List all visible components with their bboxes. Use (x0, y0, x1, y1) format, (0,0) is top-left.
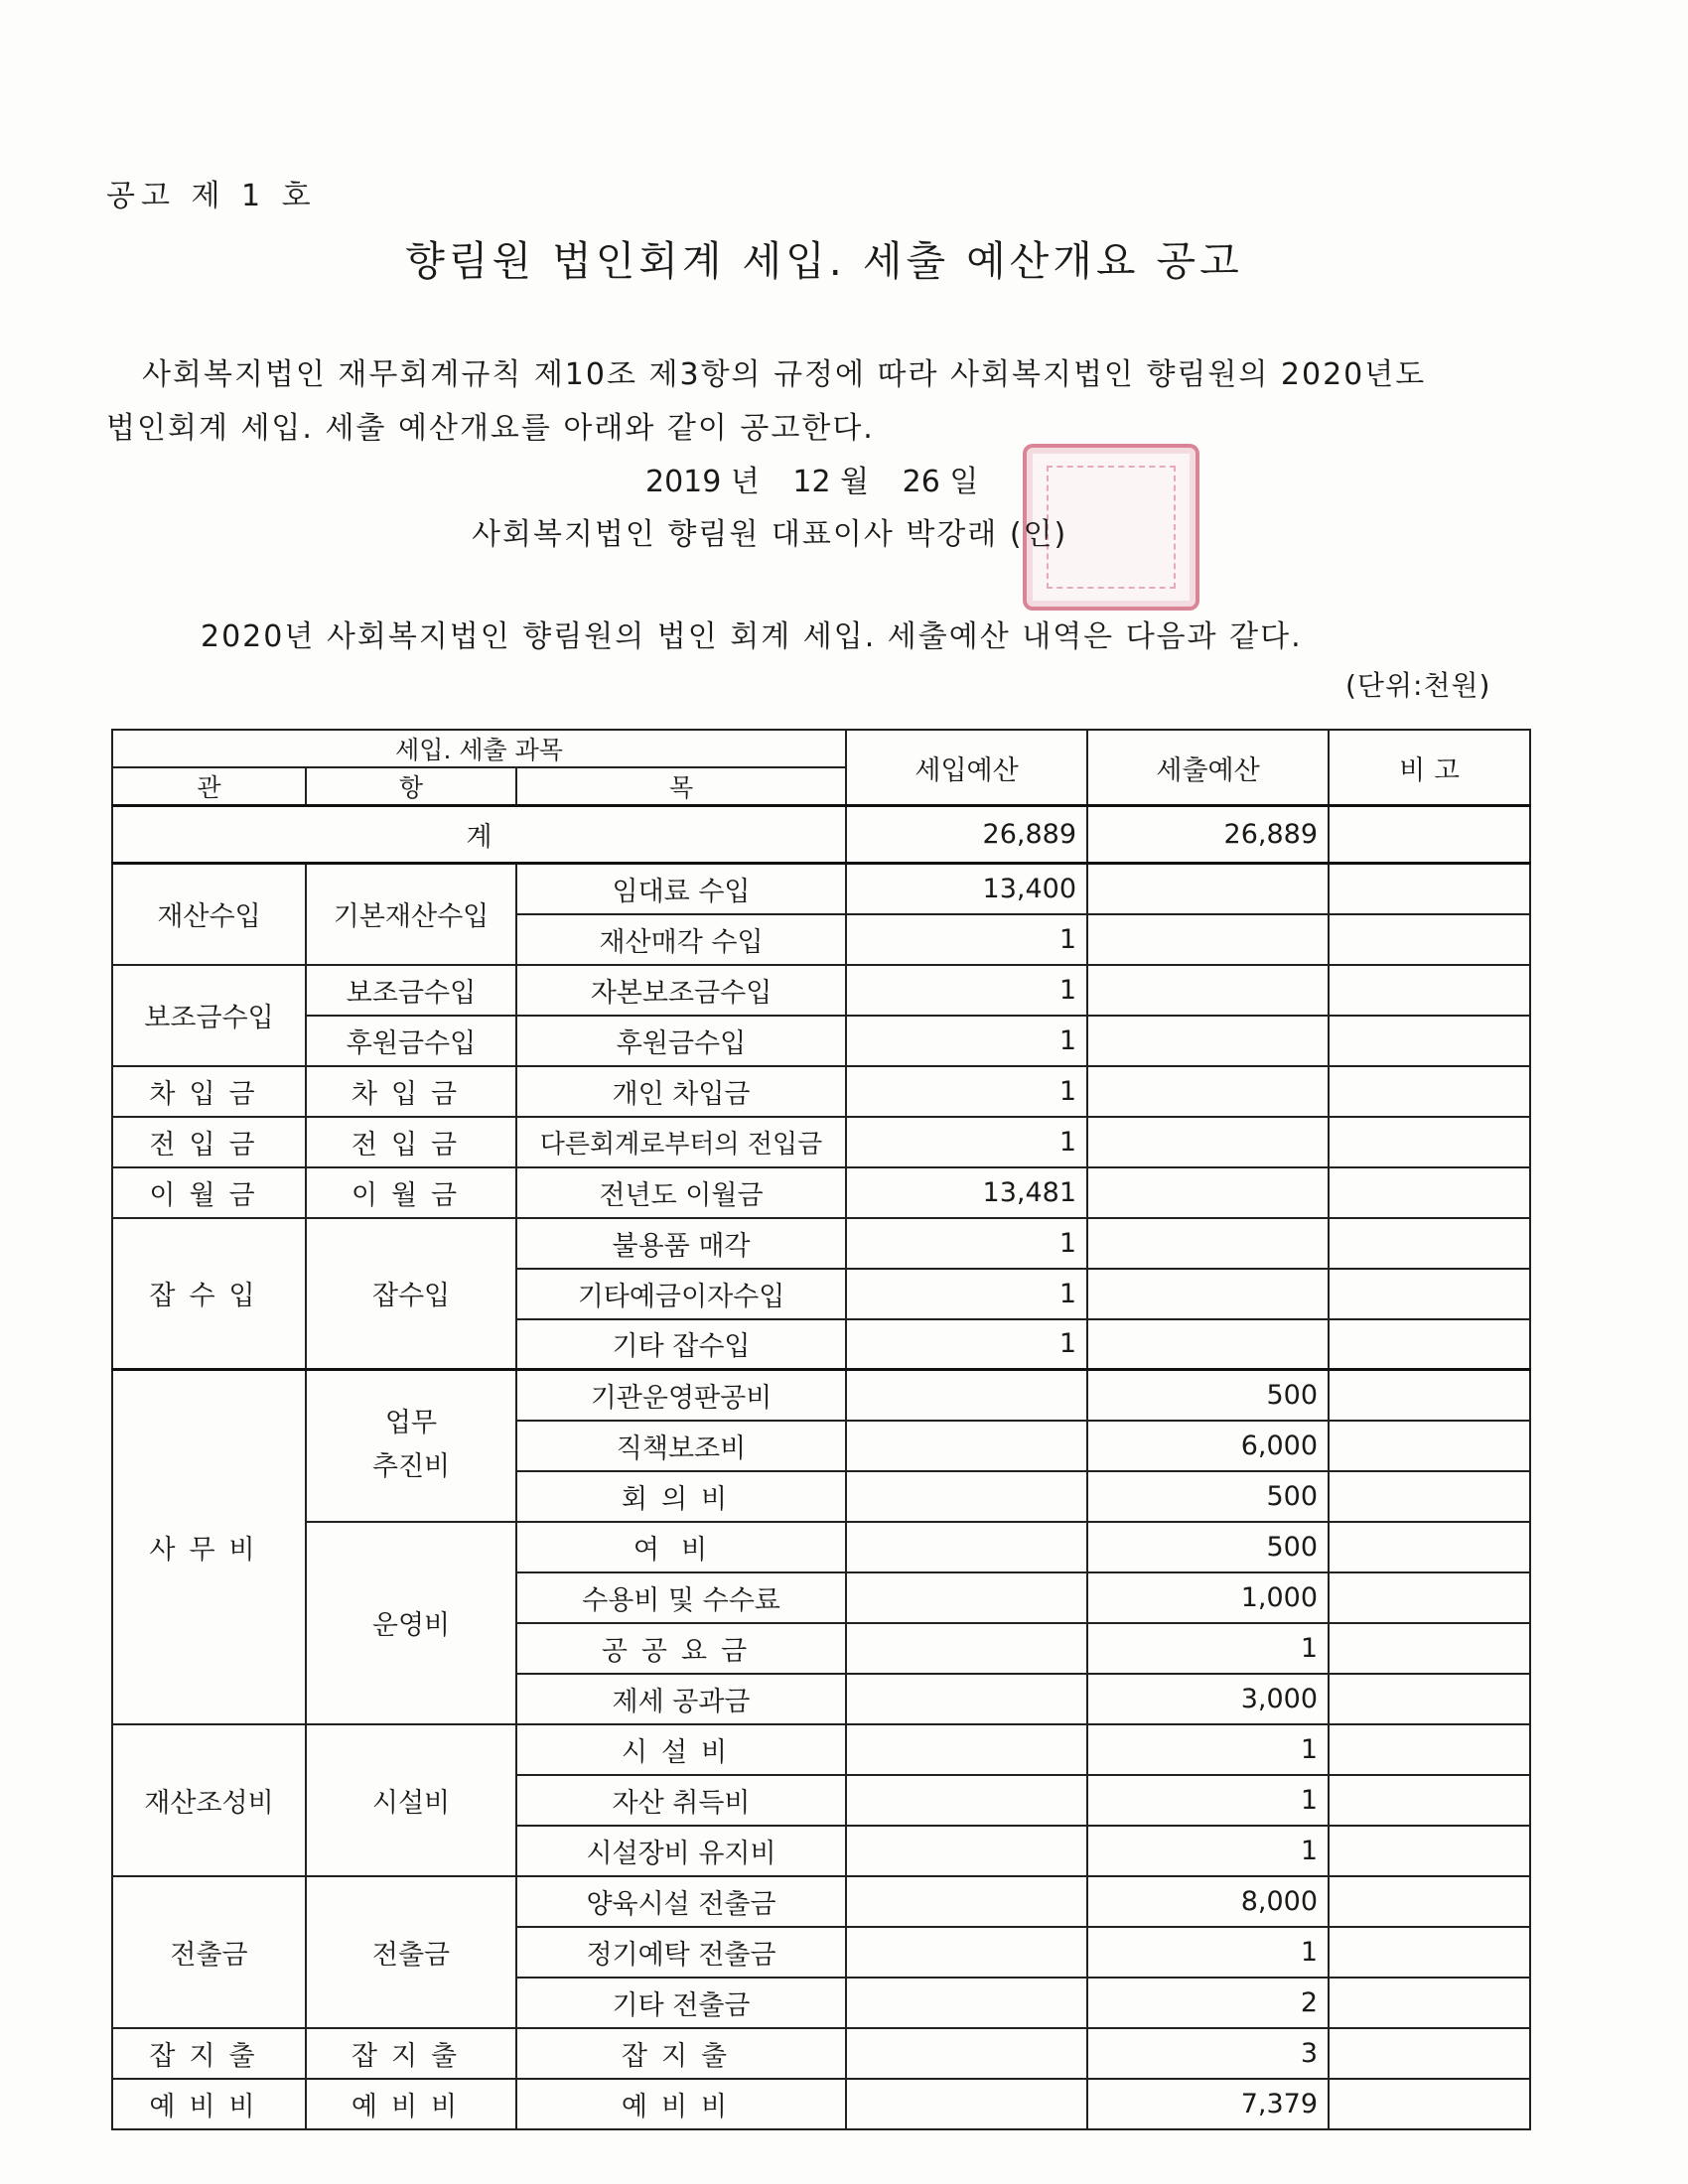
remarks-cell (1329, 1724, 1530, 1775)
header-revenue: 세입예산 (846, 730, 1087, 806)
remarks-cell (1329, 1016, 1530, 1066)
hang-cell: 전입금 (306, 1117, 516, 1167)
revenue-cell: 1 (846, 1016, 1087, 1066)
hang-cell: 예비비 (306, 2079, 516, 2129)
gwan-cell: 잡지출 (112, 2028, 306, 2079)
remarks-cell (1329, 1218, 1530, 1269)
remarks-cell (1329, 1876, 1530, 1927)
mok-cell: 시설장비 유지비 (516, 1826, 846, 1876)
gwan-cell: 전출금 (112, 1876, 306, 2028)
header-mok: 목 (516, 767, 846, 806)
expense-cell (1087, 1066, 1329, 1117)
paragraph-line-2: 법인회계 세입. 세출 예산개요를 아래와 같이 공고한다. (106, 411, 875, 446)
revenue-cell (846, 1572, 1087, 1623)
expense-cell (1087, 1117, 1329, 1167)
hang-cell: 이월금 (306, 1167, 516, 1218)
expense-cell: 8,000 (1087, 1876, 1329, 1927)
signer-line: 사회복지법인 향림원 대표이사 박강래 (인) (472, 517, 1068, 552)
hang-cell: 운영비 (306, 1522, 516, 1724)
expense-cell: 1,000 (1087, 1572, 1329, 1623)
hang-cell: 기본재산수입 (306, 864, 516, 965)
notice-date (645, 457, 1002, 500)
date-day: 26 일 (902, 465, 979, 499)
gwan-cell: 사무비 (112, 1370, 306, 1724)
header-hang: 항 (306, 767, 516, 806)
intro-sentence: 2020년 사회복지법인 향림원의 법인 회계 세입. 세출예산 내역은 다음과 같다. (201, 619, 1303, 654)
hang-cell: 시설비 (306, 1724, 516, 1876)
expense-cell: 6,000 (1087, 1421, 1329, 1471)
remarks-cell (1329, 1826, 1530, 1876)
remarks-cell (1329, 1421, 1530, 1471)
expense-cell: 500 (1087, 1370, 1329, 1421)
revenue-cell: 1 (846, 1269, 1087, 1319)
unit-label: (단위:천원) (1345, 669, 1491, 702)
remarks-cell (1329, 1572, 1530, 1623)
revenue-cell (846, 1674, 1087, 1724)
hang-cell: 전출금 (306, 1876, 516, 2028)
hang-cell: 잡수입 (306, 1218, 516, 1370)
mok-cell: 예비비 (516, 2079, 846, 2129)
remarks-cell (1329, 1269, 1530, 1319)
expense-cell: 1 (1087, 1623, 1329, 1674)
remarks-cell (1329, 1117, 1530, 1167)
date-month: 12 월 (792, 465, 870, 499)
expense-cell (1087, 1319, 1329, 1370)
mok-cell: 다른회계로부터의 전입금 (516, 1117, 846, 1167)
hang-cell: 차입금 (306, 1066, 516, 1117)
revenue-cell (846, 1522, 1087, 1572)
mok-cell: 기타 전출금 (516, 1978, 846, 2028)
revenue-cell (846, 1775, 1087, 1826)
hang-cell: 잡지출 (306, 2028, 516, 2079)
mok-cell: 기타 잡수입 (516, 1319, 846, 1370)
total-label: 계 (112, 806, 846, 864)
hang-cell-line-2: 추진비 (371, 1451, 451, 1483)
expense-cell (1087, 1167, 1329, 1218)
expense-cell: 2 (1087, 1978, 1329, 2028)
expense-cell (1087, 1269, 1329, 1319)
remarks-cell (1329, 2028, 1530, 2079)
revenue-cell (846, 1421, 1087, 1471)
remarks-cell (1329, 1775, 1530, 1826)
mok-cell: 개인 차입금 (516, 1066, 846, 1117)
remarks-cell (1329, 1522, 1530, 1572)
remarks-cell (1329, 1167, 1530, 1218)
notice-number: 공고 제 1 호 (106, 179, 317, 213)
hang-cell: 후원금수입 (306, 1016, 516, 1066)
revenue-cell (846, 2028, 1087, 2079)
remarks-cell (1329, 1674, 1530, 1724)
remarks-cell (1329, 1623, 1530, 1674)
revenue-cell: 13,481 (846, 1167, 1087, 1218)
hang-cell: 보조금수입 (306, 965, 516, 1016)
revenue-cell (846, 2079, 1087, 2129)
revenue-cell: 13,400 (846, 864, 1087, 914)
hang-cell-line-1: 업무 (384, 1408, 438, 1439)
gwan-cell: 잡수입 (112, 1218, 306, 1370)
gwan-cell: 차입금 (112, 1066, 306, 1117)
revenue-cell (846, 1927, 1087, 1978)
gwan-cell: 재산조성비 (112, 1724, 306, 1876)
expense-cell (1087, 965, 1329, 1016)
expense-cell: 500 (1087, 1522, 1329, 1572)
total-remarks (1329, 806, 1530, 864)
gwan-cell: 전입금 (112, 1117, 306, 1167)
mok-cell: 자산 취득비 (516, 1775, 846, 1826)
revenue-cell: 1 (846, 1319, 1087, 1370)
expense-cell: 1 (1087, 1775, 1329, 1826)
revenue-cell (846, 1724, 1087, 1775)
total-expense: 26,889 (1087, 806, 1329, 864)
document-title: 향림원 법인회계 세입. 세출 예산개요 공고 (405, 237, 1243, 285)
hang-cell (306, 1370, 516, 1522)
expense-cell: 1 (1087, 1724, 1329, 1775)
revenue-cell: 1 (846, 1218, 1087, 1269)
header-subject: 세입. 세출 과목 (112, 730, 846, 767)
mok-cell: 회의비 (516, 1471, 846, 1522)
expense-cell: 1 (1087, 1826, 1329, 1876)
expense-cell: 1 (1087, 1927, 1329, 1978)
revenue-cell (846, 1826, 1087, 1876)
revenue-cell: 1 (846, 1066, 1087, 1117)
revenue-cell: 1 (846, 914, 1087, 965)
total-revenue: 26,889 (846, 806, 1087, 864)
remarks-cell (1329, 914, 1530, 965)
remarks-cell (1329, 1471, 1530, 1522)
expense-cell (1087, 914, 1329, 965)
paragraph-line-1: 사회복지법인 재무회계규칙 제10조 제3항의 규정에 따라 사회복지법인 향림원의 2020년도 (142, 357, 1427, 392)
mok-cell: 임대료 수입 (516, 864, 846, 914)
remarks-cell (1329, 2079, 1530, 2129)
gwan-cell: 이월금 (112, 1167, 306, 1218)
expense-cell: 3 (1087, 2028, 1329, 2079)
mok-cell: 정기예탁 전출금 (516, 1927, 846, 1978)
mok-cell: 수용비 및 수수료 (516, 1572, 846, 1623)
gwan-cell: 보조금수입 (112, 965, 306, 1066)
mok-cell: 재산매각 수입 (516, 914, 846, 965)
revenue-cell (846, 1370, 1087, 1421)
expense-cell: 3,000 (1087, 1674, 1329, 1724)
date-year: 2019 년 (645, 465, 760, 499)
mok-cell: 잡지출 (516, 2028, 846, 2079)
mok-cell: 시설비 (516, 1724, 846, 1775)
expense-cell (1087, 864, 1329, 914)
budget-table (111, 729, 1531, 2130)
mok-cell: 여비 (516, 1522, 846, 1572)
revenue-cell (846, 1623, 1087, 1674)
mok-cell: 전년도 이월금 (516, 1167, 846, 1218)
gwan-cell: 예비비 (112, 2079, 306, 2129)
mok-cell: 양육시설 전출금 (516, 1876, 846, 1927)
mok-cell: 기관운영판공비 (516, 1370, 846, 1421)
header-gwan: 관 (112, 767, 306, 806)
remarks-cell (1329, 965, 1530, 1016)
mok-cell: 자본보조금수입 (516, 965, 846, 1016)
mok-cell: 불용품 매각 (516, 1218, 846, 1269)
expense-cell: 500 (1087, 1471, 1329, 1522)
mok-cell: 직책보조비 (516, 1421, 846, 1471)
remarks-cell (1329, 1978, 1530, 2028)
header-remarks: 비 고 (1329, 730, 1530, 806)
revenue-cell (846, 1978, 1087, 2028)
mok-cell: 기타예금이자수입 (516, 1269, 846, 1319)
revenue-cell: 1 (846, 965, 1087, 1016)
header-expense: 세출예산 (1087, 730, 1329, 806)
expense-cell (1087, 1016, 1329, 1066)
remarks-cell (1329, 1319, 1530, 1370)
remarks-cell (1329, 1066, 1530, 1117)
remarks-cell (1329, 864, 1530, 914)
mok-cell: 후원금수입 (516, 1016, 846, 1066)
expense-cell: 7,379 (1087, 2079, 1329, 2129)
expense-cell (1087, 1218, 1329, 1269)
mok-cell: 제세 공과금 (516, 1674, 846, 1724)
remarks-cell (1329, 1927, 1530, 1978)
revenue-cell (846, 1876, 1087, 1927)
remarks-cell (1329, 1370, 1530, 1421)
gwan-cell: 재산수입 (112, 864, 306, 965)
revenue-cell (846, 1471, 1087, 1522)
revenue-cell: 1 (846, 1117, 1087, 1167)
mok-cell: 공공요금 (516, 1623, 846, 1674)
